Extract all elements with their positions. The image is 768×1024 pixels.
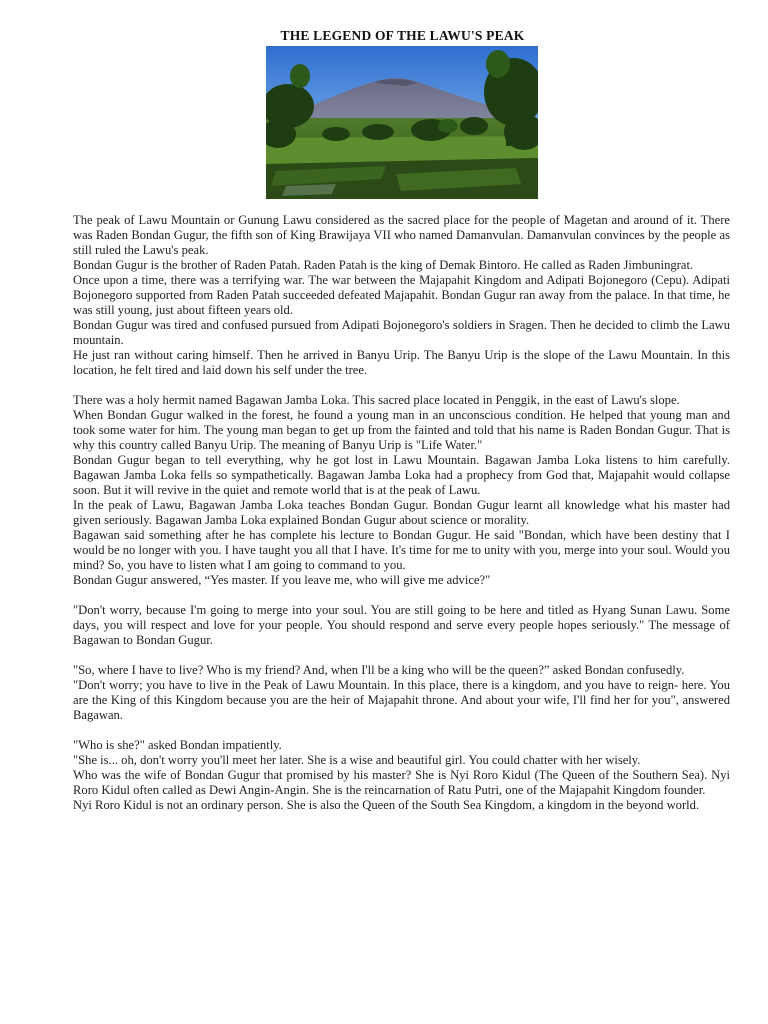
paragraph: Who was the wife of Bondan Gugur that promised by his master? She is Nyi Roro Kidul (The Queen of the Southern Sea). Nyi Roro Kidul often called as Dewi Angin-Angin. She is the reincarnation of Ratu Putri, one of the Majapahit Kingdom founder.	[73, 768, 730, 797]
paragraph: Bagawan said something after he has complete his lecture to Bondan Gugur. He said "Bondan, which have been destiny that I would be no longer with you. I have taught you all that I have. It's time for me to unity with you, merge into your soul. Would you mind? So, you have to listen what I am going to command to you.	[73, 528, 730, 572]
paragraph: Bondan Gugur is the brother of Raden Patah. Raden Patah is the king of Demak Bintoro. He called as Raden Jimbuningrat.	[73, 258, 694, 272]
paragraph: "Don't worry, because I'm going to merge into your soul. You are still going to be here and titled as Hyang Sunan Lawu. Some days, you will respect and love for your people. You should respond and serve every people hopes seriously." The message of Bagawan to Bondan Gugur.	[73, 603, 730, 647]
paragraph: Bondan Gugur was tired and confused pursued from Adipati Bojonegoro's soldiers in Sragen. Then he decided to climb the Lawu mountain.	[73, 318, 730, 347]
mount-lawu-photo	[266, 46, 538, 199]
paragraph: Once upon a time, there was a terrifying war. The war between the Majapahit Kingdom and Adipati Bojonegoro (Cepu). Adipati Bojonegoro supported from Raden Patah succeeded defeated Majapahit. Bondan Gugur ran away from the palace. In that time, he was still young, just about fifteen years old.	[73, 273, 730, 317]
document-title: THE LEGEND OF THE LAWU'S PEAK	[280, 28, 525, 43]
paragraph: He just ran without caring himself. Then he arrived in Banyu Urip. The Banyu Urip is the slope of the Lawu Mountain. In this location, he felt tired and laid down his self under the tree.	[73, 348, 730, 377]
paragraph: In the peak of Lawu, Bagawan Jamba Loka teaches Bondan Gugur. Bondan Gugur learnt all knowledge what his master had given seriously. Bagawan Jamba Loka explained Bondan Gugur about science or morality.	[73, 498, 730, 527]
paragraph: Bondan Gugur answered, “Yes master. If you leave me, who will give me advice?"	[73, 573, 491, 587]
paragraph: "So, where I have to live? Who is my friend? And, when I'll be a king who will be the queen?” asked Bondan confusedly.	[73, 663, 685, 677]
paragraph: "Who is she?" asked Bondan impatiently.	[73, 738, 282, 752]
paragraph: When Bondan Gugur walked in the forest, he found a young man in an unconscious condition. He helped that young man and took some water for him. The young man began to get up from the fainted and told that his name is Raden Bondan Gugur. That is why this country called Banyu Urip. The meaning of Banyu Urip is "Life Water."	[73, 408, 730, 452]
paragraph: "She is... oh, don't worry you'll meet her later. She is a wise and beautiful girl. You could chatter with her wisely.	[73, 753, 641, 767]
paragraph: "Don't worry; you have to live in the Peak of Lawu Mountain. In this place, there is a kingdom, and you have to reign- here. You are the King of this Kingdom because you are the heir of Majapahit throne. And about your wife, I'll find her for you", answered Bagawan.	[73, 678, 730, 722]
story-body	[73, 213, 730, 813]
paragraph: There was a holy hermit named Bagawan Jamba Loka. This sacred place located in Penggik, in the east of Lawu's slope.	[73, 393, 680, 407]
paragraph: Nyi Roro Kidul is not an ordinary person. She is also the Queen of the South Sea Kingdom, a kingdom in the beyond world.	[73, 798, 700, 812]
paragraph: The peak of Lawu Mountain or Gunung Lawu considered as the sacred place for the people of Magetan and around of it. There was Raden Bondan Gugur, the fifth son of King Brawijaya VII who named Damanvulan. Damanvulan convinces by the people as still ruled the Lawu's peak.	[73, 213, 730, 257]
paragraph: Bondan Gugur began to tell everything, why he got lost in Lawu Mountain. Bagawan Jamba Loka listens to him carefully. Bagawan Jamba Loka fells so sympathetically. Bagawan Jamba Loka had a prophecy from God that, Majapahit would collapse soon. But it will revive in the quiet and remote world that is at the peak of Lawu.	[73, 453, 730, 497]
